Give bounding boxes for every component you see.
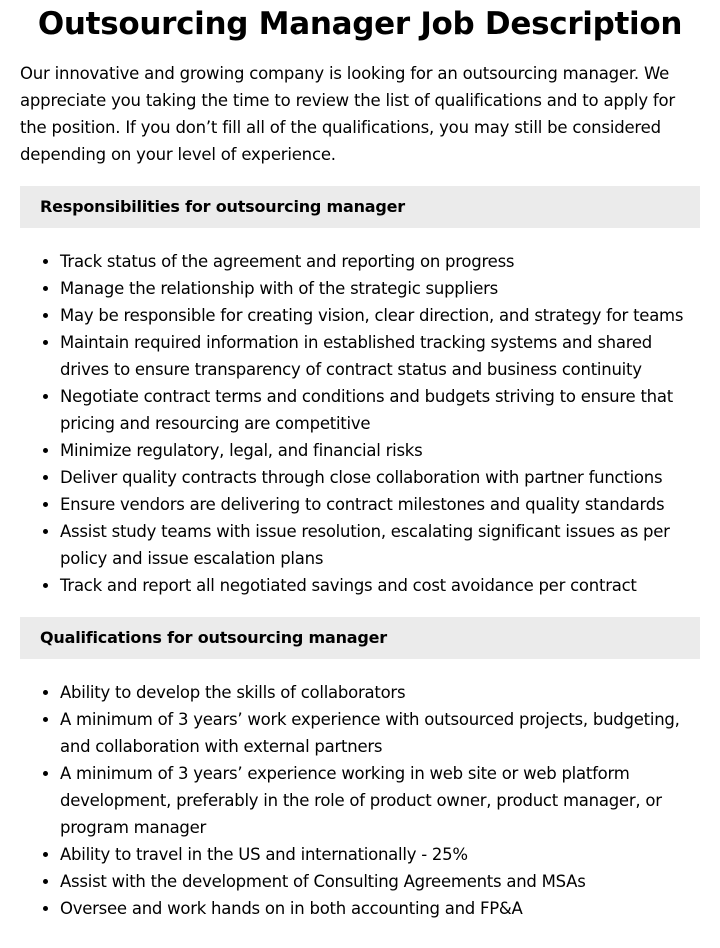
list-item: • Deliver quality contracts through close collaboration with partner functions [60,464,700,491]
list-item: • Assist study teams with issue resolution, escalating significant issues as per policy and issue escalation plans [60,518,700,572]
qualifications-list [0,679,720,922]
list-item: • Ensure vendors are delivering to contract milestones and quality standards [60,491,700,518]
intro-paragraph: Our innovative and growing company is looking for an outsourcing manager. We appreciate you taking the time to review the list of qualifications and to apply for the position. If you don’t fill all of the qualifications, you may still be considered depending on your level of experience. [20,64,676,164]
list-item: • Ability to develop the skills of collaborators [60,679,700,706]
list-item: • A minimum of 3 years’ experience working in web site or web platform development, preferably in the role of product owner, product manager, or program manager [60,760,700,841]
list-item: • Manage the relationship with of the strategic suppliers [60,275,700,302]
responsibilities-list [0,248,720,599]
list-item: • Ability to travel in the US and internationally - 25% [60,841,700,868]
list-item: • A minimum of 3 years’ work experience with outsourced projects, budgeting, and collaboration with external partners [60,706,700,760]
list-item: • Assist with the development of Consulting Agreements and MSAs [60,868,700,895]
responsibilities-heading: Responsibilities for outsourcing manager [20,186,700,228]
list-item: • Maintain required information in established tracking systems and shared drives to ensure transparency of contract status and business continuity [60,329,700,383]
list-item: • Minimize regulatory, legal, and financial risks [60,437,700,464]
page-title: Outsourcing Manager Job Description [37,6,683,42]
qualifications-heading: Qualifications for outsourcing manager [20,617,700,659]
list-item: • Track and report all negotiated savings and cost avoidance per contract [60,572,700,599]
list-item: • May be responsible for creating vision, clear direction, and strategy for teams [60,302,700,329]
list-item: • Negotiate contract terms and conditions and budgets striving to ensure that pricing and resourcing are competitive [60,383,700,437]
list-item: • Oversee and work hands on in both accounting and FP&A [60,895,700,922]
list-item: • Track status of the agreement and reporting on progress [60,248,700,275]
